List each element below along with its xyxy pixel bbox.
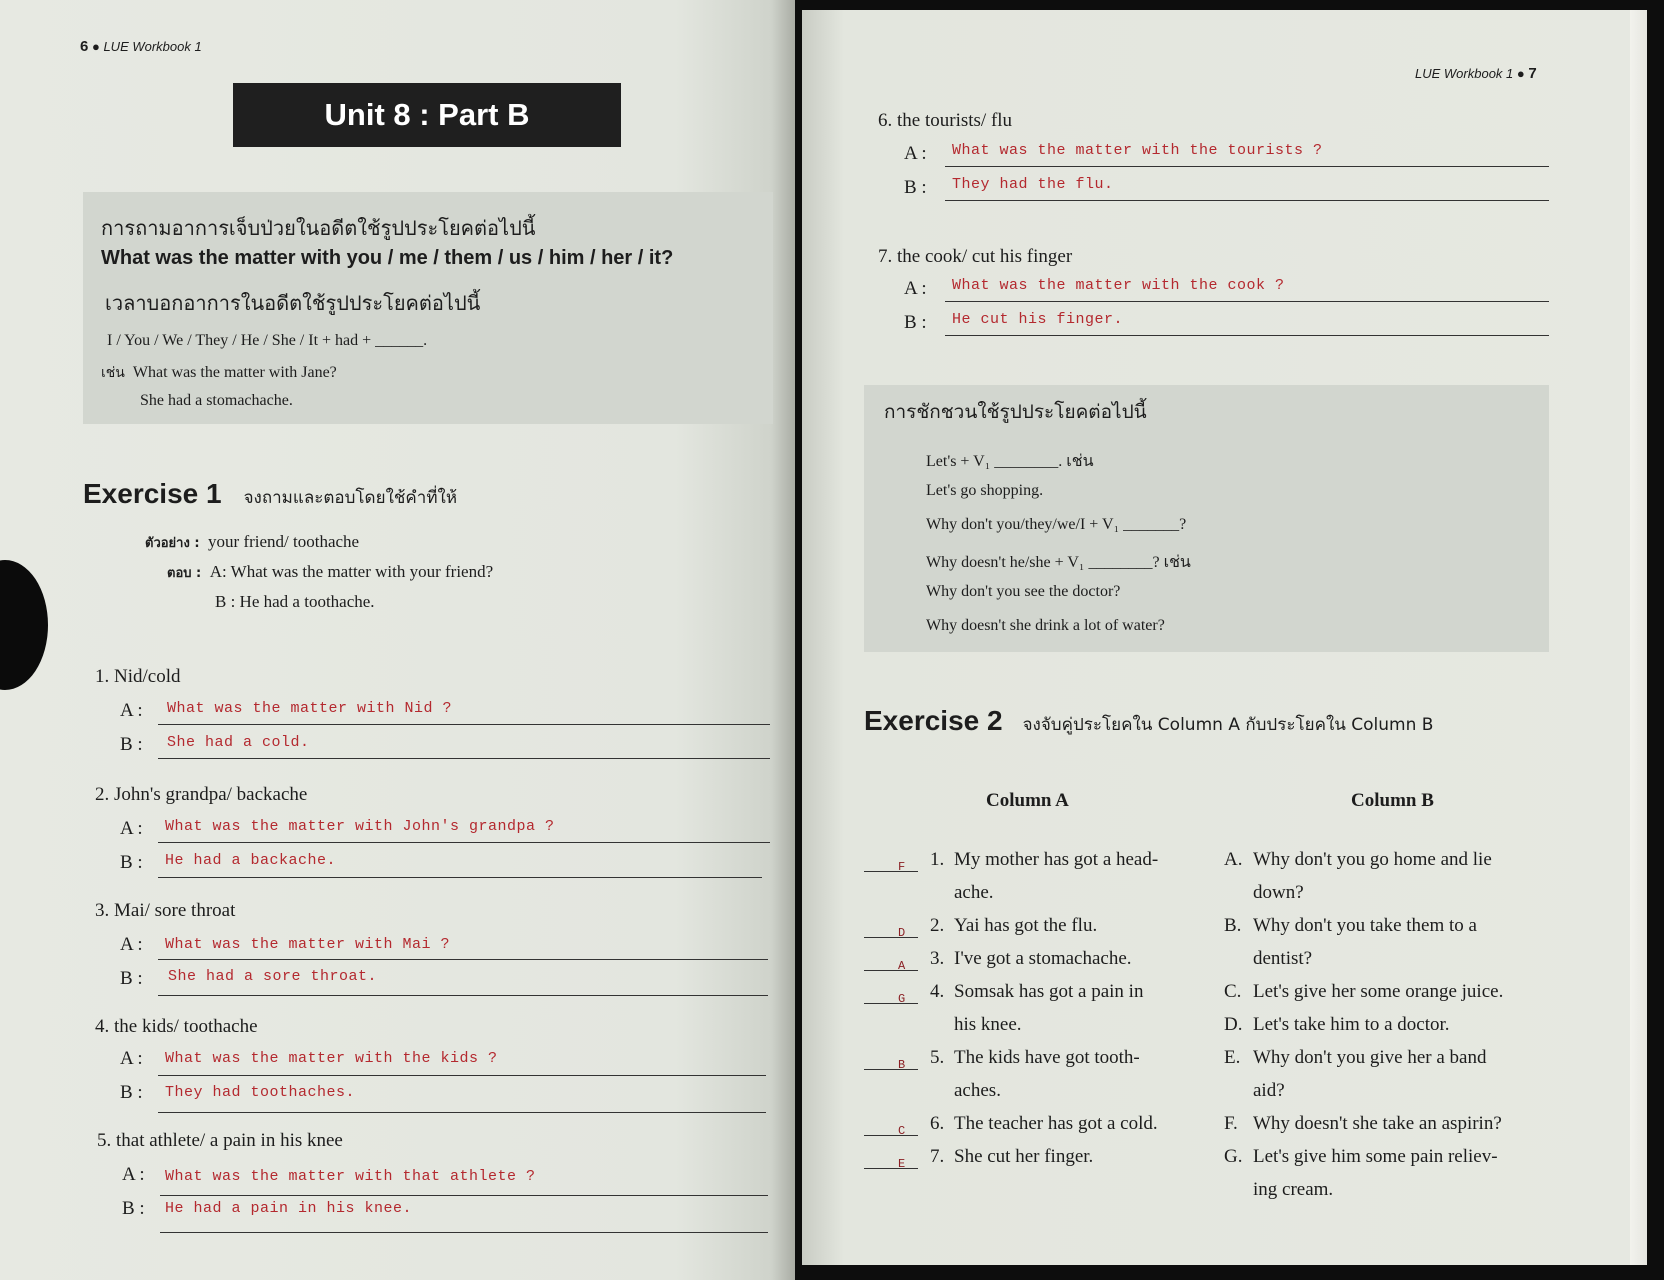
col-a-text-6: The teacher has got a cold. [954, 1113, 1158, 1134]
suggestion-line-6: Why doesn't she drink a lot of water? [926, 617, 1165, 634]
ex1-item-7-b-line [945, 335, 1549, 336]
col-a-text-5b: aches. [954, 1080, 1001, 1101]
left-page [0, 0, 795, 1280]
col-a-text-3: I've got a stomachache. [954, 948, 1132, 969]
ex1-item-2-a-line [158, 842, 770, 843]
right-page-header: LUE Workbook 1 ● 7 [1415, 65, 1537, 82]
ex1-item-1-a-label: A : [120, 700, 143, 721]
ex1-item-3-a-label: A : [120, 934, 143, 955]
ex1-item-6-b-label: B : [904, 177, 927, 198]
ex1-item-7-a-line [945, 301, 1549, 302]
col-a-item-1 [864, 843, 1204, 909]
column-b-header: Column B [1351, 790, 1434, 811]
ex1-item-6-a-answer: What was the matter with the tourists ? [952, 142, 1323, 159]
ex1-item-4-a-line [158, 1075, 766, 1076]
grammar-example: เช่น What was the matter with Jane? [101, 364, 337, 381]
ex1-item-7-a-answer: What was the matter with the cook ? [952, 277, 1285, 294]
col-b-letter-f: F. [1224, 1113, 1238, 1134]
col-a-text-4a: Somsak has got a pain in [954, 981, 1144, 1002]
col-b-item-f [1224, 1107, 1554, 1140]
ex1-item-2-a-label: A : [120, 818, 143, 839]
right-page [802, 10, 1647, 1265]
col-a-num-7: 7. [930, 1146, 945, 1167]
col-b-item-c [1224, 975, 1554, 1008]
ex1-item-1-b-label: B : [120, 734, 143, 755]
exercise2-heading: Exercise 2 จงจับคู่ประโยคใน Column A กับประโยคใน Column B [864, 705, 1434, 736]
col-a-answer-6: C [898, 1124, 906, 1138]
binder-ring [0, 560, 48, 690]
col-a-answer-5: B [898, 1058, 906, 1072]
col-a-num-2: 2. [930, 915, 945, 936]
grammar-thai-tell: เวลาบอกอาการในอดีตใช้รูปประโยคต่อไปนี้ [105, 291, 481, 315]
col-b-text-f: Why doesn't she take an aspirin? [1253, 1113, 1502, 1134]
suggestion-line-2: Let's go shopping. [926, 482, 1044, 499]
col-b-text-e2: aid? [1253, 1080, 1285, 1101]
col-a-item-5 [864, 1041, 1204, 1107]
col-b-letter-d: D. [1224, 1014, 1243, 1035]
col-b-letter-a: A. [1224, 849, 1243, 870]
col-b-letter-b: B. [1224, 915, 1242, 936]
col-b-text-a1: Why don't you go home and lie [1253, 849, 1492, 870]
ex1-item-5-a-line [160, 1195, 768, 1196]
col-a-answer-2: D [898, 926, 906, 940]
col-b-letter-e: E. [1224, 1047, 1241, 1068]
col-a-blank-1 [864, 871, 918, 872]
grammar-box [83, 192, 773, 424]
col-a-text-5a: The kids have got tooth- [954, 1047, 1140, 1068]
col-b-item-e [1224, 1041, 1554, 1107]
ex1-item-1-b-answer: She had a cold. [167, 734, 310, 751]
col-b-text-g2: ing cream. [1253, 1179, 1334, 1200]
suggestion-line-3: Why don't you/they/we/I + V₁ _______? [926, 516, 1187, 533]
col-a-text-4b: his knee. [954, 1014, 1022, 1035]
ex1-item-6-b-line [945, 200, 1549, 201]
col-a-blank-7 [864, 1168, 918, 1169]
col-a-answer-1: F [898, 860, 906, 874]
exercise1-heading: Exercise 1 จงถามและตอบโดยใช้คำที่ให้ [83, 478, 458, 509]
ex1-item-4-b-label: B : [120, 1082, 143, 1103]
ex1-item-3-a-answer: What was the matter with Mai ? [165, 936, 451, 953]
suggestion-thai-title: การชักชวนใช้รูปประโยคต่อไปนี้ [884, 401, 1147, 423]
col-a-answer-4: G [898, 992, 906, 1006]
ex1-item-5-b-label: B : [122, 1198, 145, 1219]
col-b-letter-g: G. [1224, 1146, 1243, 1167]
grammar-pattern: I / You / We / They / He / She / It + had + ______. [107, 332, 428, 349]
col-a-num-5: 5. [930, 1047, 945, 1068]
col-b-text-g1: Let's give him some pain reliev- [1253, 1146, 1498, 1167]
column-a [864, 843, 1204, 1173]
ex1-item-7-b-answer: He cut his finger. [952, 311, 1124, 328]
col-a-num-6: 6. [930, 1113, 945, 1134]
ex1-item-4-prompt: 4. the kids/ toothache [95, 1016, 258, 1037]
col-a-text-1a: My mother has got a head- [954, 849, 1159, 870]
suggestion-box [864, 385, 1549, 652]
ex1-item-3-a-line [158, 959, 768, 960]
col-a-answer-7: E [898, 1157, 906, 1171]
ex1-item-4-a-label: A : [120, 1048, 143, 1069]
ex1-item-1-b-line [158, 758, 770, 759]
suggestion-line-5: Why don't you see the doctor? [926, 583, 1121, 600]
column-b [1224, 843, 1554, 1206]
column-a-header: Column A [986, 790, 1069, 811]
col-b-item-d [1224, 1008, 1554, 1041]
ex1-item-2-a-answer: What was the matter with John's grandpa ? [165, 818, 555, 835]
ex1-item-1-a-answer: What was the matter with Nid ? [167, 700, 453, 717]
exercise1-example-a: ตอบ : A: What was the matter with your friend? [167, 562, 494, 581]
col-a-blank-5 [864, 1069, 918, 1070]
ex1-item-5-prompt: 5. that athlete/ a pain in his knee [97, 1130, 343, 1151]
col-b-item-g [1224, 1140, 1554, 1206]
col-b-text-d: Let's take him to a doctor. [1253, 1014, 1450, 1035]
ex1-item-3-b-label: B : [120, 968, 143, 989]
grammar-example-answer: She had a stomachache. [140, 392, 293, 409]
col-a-num-4: 4. [930, 981, 945, 1002]
ex1-item-6-b-answer: They had the flu. [952, 176, 1114, 193]
ex1-item-2-b-line [158, 877, 762, 878]
ex1-item-1-a-line [158, 724, 770, 725]
grammar-question: What was the matter with you / me / them / us / him / her / it? [101, 247, 674, 269]
col-a-item-3 [864, 942, 1204, 975]
ex1-item-3-b-line [158, 995, 768, 996]
col-a-answer-3: A [898, 959, 906, 973]
grammar-thai-ask: การถามอาการเจ็บป่วยในอดีตใช้รูปประโยคต่อไปนี้ [101, 216, 536, 240]
exercise1-example: ตัวอย่าง : your friend/ toothache [145, 532, 360, 551]
unit-title: Unit 8 : Part B [233, 83, 621, 147]
left-page-header: 6 ● LUE Workbook 1 [80, 38, 202, 55]
col-a-item-7 [864, 1140, 1204, 1173]
col-a-blank-4 [864, 1003, 918, 1004]
ex1-item-4-b-answer: They had toothaches. [165, 1084, 356, 1101]
suggestion-line-1: Let's + V₁ ________. เช่น [926, 453, 1094, 470]
col-b-item-a [1224, 843, 1554, 909]
col-a-text-2: Yai has got the flu. [954, 915, 1098, 936]
page-edge [1630, 10, 1647, 1265]
col-b-item-b [1224, 909, 1554, 975]
col-a-blank-3 [864, 970, 918, 971]
ex1-item-5-b-answer: He had a pain in his knee. [165, 1200, 413, 1217]
col-a-text-1b: ache. [954, 882, 994, 903]
col-b-text-b1: Why don't you take them to a [1253, 915, 1477, 936]
ex1-item-4-b-line [158, 1112, 766, 1113]
ex1-item-7-a-label: A : [904, 278, 927, 299]
col-a-item-4 [864, 975, 1204, 1041]
col-b-letter-c: C. [1224, 981, 1242, 1002]
ex1-item-2-prompt: 2. John's grandpa/ backache [95, 784, 308, 805]
ex1-item-5-b-line [160, 1232, 768, 1233]
ex1-item-7-prompt: 7. the cook/ cut his finger [878, 246, 1073, 267]
suggestion-line-4: Why doesn't he/she + V₁ ________? เช่น [926, 554, 1191, 571]
col-b-text-c: Let's give her some orange juice. [1253, 981, 1504, 1002]
ex1-item-3-prompt: 3. Mai/ sore throat [95, 900, 236, 921]
col-a-blank-6 [864, 1135, 918, 1136]
col-b-text-b2: dentist? [1253, 948, 1313, 969]
ex1-item-3-b-answer: She had a sore throat. [168, 968, 378, 985]
col-a-blank-2 [864, 937, 918, 938]
col-b-text-e1: Why don't you give her a band [1253, 1047, 1487, 1068]
col-a-text-7: She cut her finger. [954, 1146, 1094, 1167]
ex1-item-1-prompt: 1. Nid/cold [95, 666, 181, 687]
exercise1-example-b: B : He had a toothache. [215, 592, 375, 611]
col-a-item-2 [864, 909, 1204, 942]
ex1-item-6-a-label: A : [904, 143, 927, 164]
col-a-num-1: 1. [930, 849, 945, 870]
col-a-item-6 [864, 1107, 1204, 1140]
ex1-item-2-b-label: B : [120, 852, 143, 873]
col-a-num-3: 3. [930, 948, 945, 969]
ex1-item-6-prompt: 6. the tourists/ flu [878, 110, 1013, 131]
ex1-item-5-a-answer: What was the matter with that athlete ? [165, 1168, 536, 1185]
ex1-item-7-b-label: B : [904, 312, 927, 333]
ex1-item-5-a-label: A : [122, 1164, 145, 1185]
ex1-item-4-a-answer: What was the matter with the kids ? [165, 1050, 498, 1067]
ex1-item-6-a-line [945, 166, 1549, 167]
col-b-text-a2: down? [1253, 882, 1304, 903]
ex1-item-2-b-answer: He had a backache. [165, 852, 337, 869]
